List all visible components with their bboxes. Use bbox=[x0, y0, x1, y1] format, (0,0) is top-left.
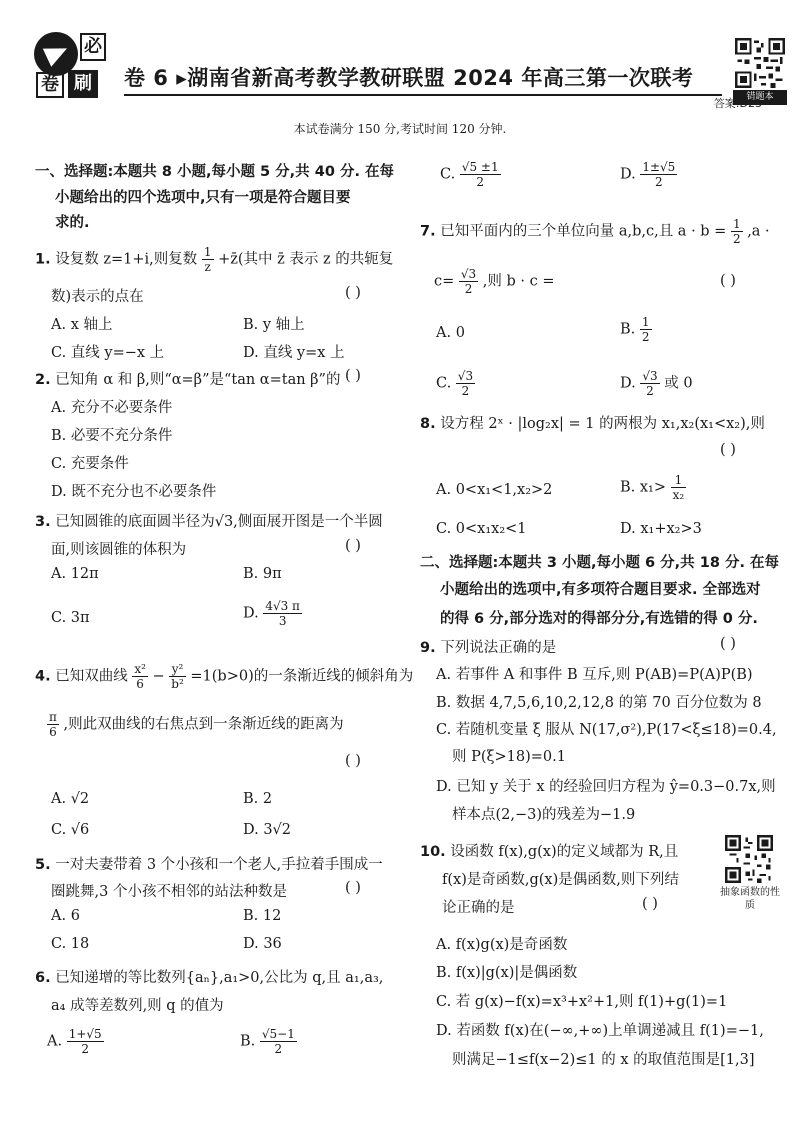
option-c bbox=[440, 160, 501, 189]
question-text: 已知角 α 和 β,则“α=β”是“tan α=tan β”的 bbox=[55, 372, 341, 388]
question-7-line2 bbox=[434, 267, 555, 296]
numerator: 1±√5 bbox=[642, 160, 676, 174]
question-number: 3. bbox=[35, 514, 51, 530]
option-c bbox=[436, 369, 475, 398]
option-c-line2: 则 P(ξ>18)=0.1 bbox=[452, 749, 566, 765]
question-3 bbox=[35, 510, 383, 531]
option-d-line2: 则满足−1≤f(x−2)≤1 的 x 的取值范围是[1,3] bbox=[452, 1052, 755, 1068]
section-1-heading: 一、选择题:本题共 8 小题,每小题 5 分,共 40 分. 在每 bbox=[35, 164, 395, 180]
option-label: A. bbox=[47, 1033, 63, 1050]
option-d: D. x₁+x₂>3 bbox=[620, 521, 702, 537]
section-2-heading-line3: 的得 6 分,部分选对的得部分分,有选错的得 0 分. bbox=[440, 611, 758, 627]
option-d bbox=[620, 160, 677, 189]
section-2-heading-line2: 小题给出的选项中,有多项符合题目要求. 全部选对 bbox=[440, 582, 761, 598]
header-rule bbox=[124, 94, 722, 96]
question-number: 8. bbox=[420, 416, 436, 432]
question-text: 设复数 z=1+i,则复数 bbox=[55, 251, 198, 268]
numerator: 1 bbox=[203, 245, 212, 259]
option-d: D. 既不充分也不必要条件 bbox=[51, 484, 217, 500]
option-c: C. 3π bbox=[51, 610, 90, 626]
fraction bbox=[47, 710, 59, 739]
question-8 bbox=[420, 412, 765, 433]
option-d: D. 直线 y=x 上 bbox=[243, 345, 345, 361]
option-a: A. x 轴上 bbox=[51, 317, 113, 333]
fraction bbox=[132, 662, 148, 691]
option-a bbox=[47, 1027, 104, 1056]
numerator: 1 bbox=[641, 315, 650, 329]
question-10 bbox=[420, 840, 678, 861]
question-10-line2: f(x)是奇函数,g(x)是偶函数,则下列结 bbox=[442, 872, 679, 888]
option-c: C. 18 bbox=[51, 936, 90, 952]
option-d bbox=[243, 599, 302, 628]
question-5 bbox=[35, 853, 383, 874]
numerator: x² bbox=[134, 662, 146, 676]
numerator: √3 bbox=[457, 369, 474, 383]
answer-bracket[interactable]: ( ) bbox=[345, 368, 361, 384]
fraction bbox=[460, 160, 501, 189]
fraction bbox=[731, 217, 743, 246]
fraction bbox=[260, 1027, 297, 1056]
question-text: 已知圆锥的底面圆半径为√3,侧面展开图是一个半圆 bbox=[55, 514, 383, 530]
question-text: =1(b>0)的一条渐近线的倾斜角为 bbox=[190, 668, 414, 685]
paper-title: 卷 6 ▸湖南省新高考教学教研联盟 2024 年高三第一次联考 bbox=[124, 66, 694, 90]
answer-bracket[interactable]: ( ) bbox=[720, 273, 736, 289]
question-text: ,a · bbox=[747, 223, 770, 240]
option-c: C. 若随机变量 ξ 服从 N(17,σ²),P(17<ξ≤18)=0.4, bbox=[436, 722, 777, 738]
question-text: 已知双曲线 bbox=[55, 668, 128, 685]
option-d-line2: 样本点(2,−3)的残差为−1.9 bbox=[452, 807, 636, 823]
option-a: A. 0<x₁<1,x₂>2 bbox=[436, 482, 553, 498]
question-number: 9. bbox=[420, 640, 436, 656]
denominator: 2 bbox=[641, 330, 650, 344]
option-a: A. 若事件 A 和事件 B 互斥,则 P(AB)=P(A)P(B) bbox=[436, 667, 753, 683]
fraction bbox=[671, 473, 687, 502]
denominator: 2 bbox=[274, 1042, 283, 1056]
option-label: D. bbox=[620, 166, 636, 183]
option-label: C. bbox=[436, 375, 452, 392]
option-label: C. bbox=[440, 166, 456, 183]
option-a: A. 0 bbox=[436, 325, 465, 341]
numerator: 4√3 π bbox=[265, 599, 300, 613]
logo-char-top: 必 bbox=[80, 33, 106, 61]
fraction bbox=[640, 369, 659, 398]
fraction bbox=[263, 599, 302, 628]
option-d: D. 已知 y 关于 x 的经验回归方程为 ŷ=0.3−0.7x,则 bbox=[436, 779, 776, 795]
numerator: 1+√5 bbox=[68, 1027, 102, 1041]
answer-bracket[interactable]: ( ) bbox=[345, 753, 361, 769]
question-1 bbox=[35, 245, 393, 274]
option-a: A. f(x)g(x)是奇函数 bbox=[436, 937, 568, 953]
question-7 bbox=[420, 217, 770, 246]
option-b: B. 必要不充分条件 bbox=[51, 428, 173, 444]
option-label: D. bbox=[620, 375, 636, 392]
denominator: 2 bbox=[646, 384, 654, 398]
option-b bbox=[620, 473, 686, 502]
question-number: 5. bbox=[35, 857, 51, 873]
denominator: 2 bbox=[732, 232, 741, 246]
option-d: D. 36 bbox=[243, 936, 282, 952]
question-number: 10. bbox=[420, 844, 446, 860]
denominator: 6 bbox=[49, 725, 57, 739]
denominator: 2 bbox=[476, 175, 485, 189]
fraction bbox=[456, 369, 475, 398]
question-9 bbox=[420, 636, 556, 657]
question-1-line2: 数)表示的点在 bbox=[51, 289, 144, 305]
section-2-heading: 二、选择题:本题共 3 小题,每小题 6 分,共 18 分. 在每 bbox=[420, 555, 780, 571]
denominator: 3 bbox=[278, 614, 287, 628]
question-number: 1. bbox=[35, 251, 51, 268]
option-a: A. 12π bbox=[51, 566, 99, 582]
brand-logo bbox=[30, 30, 122, 100]
question-text: ,则此双曲线的右焦点到一条渐近线的距离为 bbox=[63, 716, 344, 733]
fraction bbox=[640, 315, 652, 344]
numerator: y² bbox=[169, 662, 186, 677]
question-text: ,则 b · c = bbox=[482, 273, 555, 290]
option-a: A. 充分不必要条件 bbox=[51, 400, 173, 416]
logo-char-right: 刷 bbox=[68, 70, 98, 98]
denominator: b² bbox=[171, 677, 184, 691]
option-label: B. bbox=[240, 1033, 256, 1050]
question-4-line2 bbox=[47, 710, 344, 739]
numerator: √3 bbox=[642, 369, 658, 383]
numerator: √3 bbox=[460, 267, 477, 281]
option-b: B. 12 bbox=[243, 908, 282, 924]
numerator: √5−1 bbox=[261, 1027, 295, 1041]
denominator: 2 bbox=[81, 1042, 90, 1056]
denominator: 2 bbox=[655, 175, 663, 189]
option-c: C. 充要条件 bbox=[51, 456, 129, 472]
answer-bracket[interactable]: ( ) bbox=[720, 442, 736, 458]
question-text: c= bbox=[434, 273, 455, 290]
qr-label: 错题本 bbox=[733, 90, 787, 105]
option-b: B. 数据 4,7,5,6,10,2,12,8 的第 70 百分位数为 8 bbox=[436, 695, 762, 711]
section-1-heading-line2: 小题给出的四个选项中,只有一项是符合题目要 bbox=[55, 190, 351, 206]
question-2 bbox=[35, 368, 340, 389]
question-3-line2: 面,则该圆锥的体积为 bbox=[51, 542, 187, 558]
option-d: D. 若函数 f(x)在(−∞,+∞)上单调递减且 f(1)=−1, bbox=[436, 1023, 764, 1039]
question-text: 已知递增的等比数列{aₙ},a₁>0,公比为 q,且 a₁,a₃, bbox=[55, 970, 384, 986]
question-10-line3: 论正确的是 bbox=[442, 900, 515, 916]
question-text: 设方程 2ˣ · |log₂x| = 1 的两根为 x₁,x₂(x₁<x₂),则 bbox=[440, 416, 765, 432]
question-text: 已知平面内的三个单位向量 a,b,c,且 a · b = bbox=[440, 223, 727, 240]
question-text: +z̄(其中 z̄ 表示 z 的共轭复 bbox=[218, 251, 394, 268]
question-number: 2. bbox=[35, 372, 51, 388]
question-number: 6. bbox=[35, 970, 51, 986]
option-c: C. √6 bbox=[51, 822, 90, 838]
answer-bracket[interactable]: ( ) bbox=[720, 636, 736, 652]
answer-code: 答案:D23 bbox=[713, 97, 762, 110]
option-b: B. f(x)|g(x)|是偶函数 bbox=[436, 965, 578, 981]
qr-caption: 抽象函数的性质 bbox=[720, 887, 780, 911]
option-label: B. x₁> bbox=[620, 479, 667, 496]
question-4 bbox=[35, 662, 413, 691]
question-6 bbox=[35, 966, 383, 987]
question-number: 4. bbox=[35, 668, 51, 685]
section-1-heading-line3: 求的. bbox=[55, 215, 90, 231]
option-d bbox=[620, 369, 693, 398]
qr-code-icon[interactable] bbox=[725, 835, 773, 883]
question-number: 7. bbox=[420, 223, 436, 240]
header bbox=[30, 30, 740, 100]
numerator: 1 bbox=[732, 217, 741, 231]
question-5-line2: 圈跳舞,3 个小孩不相邻的站法种数是 bbox=[51, 884, 287, 900]
answer-bracket[interactable]: ( ) bbox=[345, 880, 361, 896]
option-d: D. 3√2 bbox=[243, 822, 292, 838]
fraction bbox=[459, 267, 478, 296]
fraction bbox=[640, 160, 677, 189]
logo-char-left: 卷 bbox=[36, 72, 64, 98]
option-label: B. bbox=[620, 321, 636, 338]
option-text: 或 0 bbox=[664, 375, 693, 392]
denominator: z bbox=[204, 260, 211, 274]
denominator: 2 bbox=[461, 384, 470, 398]
minus-sign: − bbox=[152, 668, 165, 685]
answer-bracket[interactable]: ( ) bbox=[642, 896, 658, 912]
option-c: C. 0<x₁x₂<1 bbox=[436, 521, 527, 537]
denominator: 2 bbox=[464, 282, 473, 296]
numerator: π bbox=[49, 710, 57, 724]
question-text: 设函数 f(x),g(x)的定义域都为 R,且 bbox=[450, 844, 679, 860]
option-c: C. 直线 y=−x 上 bbox=[51, 345, 165, 361]
option-b: B. 9π bbox=[243, 566, 282, 582]
question-6-line2: a₄ 成等差数列,则 q 的值为 bbox=[51, 998, 224, 1014]
denominator: x₂ bbox=[672, 488, 685, 502]
numerator: √5 ±1 bbox=[461, 160, 499, 174]
option-b bbox=[620, 315, 652, 344]
answer-bracket[interactable]: ( ) bbox=[345, 538, 361, 554]
option-b: B. 2 bbox=[243, 791, 273, 807]
question-text: 下列说法正确的是 bbox=[440, 640, 557, 656]
option-a: A. 6 bbox=[51, 908, 80, 924]
answer-bracket[interactable]: ( ) bbox=[345, 285, 361, 301]
qr-code-icon[interactable] bbox=[735, 38, 785, 88]
option-c: C. 若 g(x)−f(x)=x³+x²+1,则 f(1)+g(1)=1 bbox=[436, 994, 728, 1010]
fraction bbox=[169, 662, 186, 691]
option-a: A. √2 bbox=[51, 791, 90, 807]
fraction bbox=[202, 245, 214, 274]
exam-info: 本试卷满分 150 分,考试时间 120 分钟. bbox=[293, 122, 507, 136]
denominator: 6 bbox=[136, 677, 144, 691]
question-text: 一对夫妻带着 3 个小孩和一个老人,手拉着手围成一 bbox=[55, 857, 383, 873]
option-b bbox=[240, 1027, 297, 1056]
fraction bbox=[67, 1027, 104, 1056]
numerator: 1 bbox=[671, 473, 687, 488]
option-label: D. bbox=[243, 605, 259, 622]
option-b: B. y 轴上 bbox=[243, 317, 305, 333]
